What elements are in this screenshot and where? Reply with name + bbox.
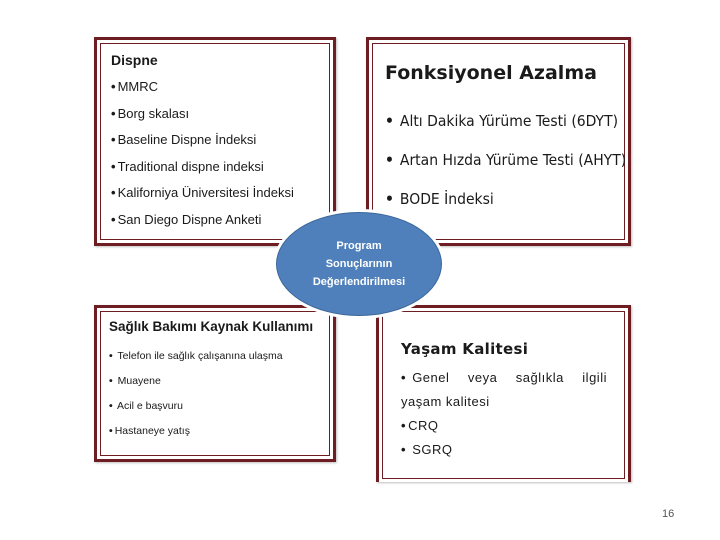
center-label-line: Program [336,240,382,252]
page-number: 16 [662,508,675,520]
yasam-list [401,366,616,462]
list-item: • BODE İndeksi [385,190,494,208]
list-item: • SGRQ [401,442,453,457]
dispne-title: Dispne [111,52,158,68]
yasam-title: Yaşam Kalitesi [401,340,529,358]
list-item: • Traditional dispne indeksi [111,158,264,174]
list-item: • Telefon ile sağlık çalışanına ulaşma [109,350,283,362]
list-item: • Altı Dakika Yürüme Testi (6DYT) [385,112,619,130]
list-item: • Baseline Dispne İndeksi [111,132,257,147]
list-item: • Muayene [109,375,161,387]
fonksiyonel-list [385,102,627,219]
list-item-continuation: yaşam kalitesi [401,394,490,409]
list-item: • San Diego Dispne Anketi [111,211,262,227]
list-item: • Genel veya sağlıkla ilgili [401,370,607,385]
program-outcomes-ellipse [276,212,442,316]
saglik-list [109,344,325,444]
fonksiyonel-title: Fonksiyonel Azalma [385,62,597,84]
list-item: • Acil e başvuru [109,400,183,412]
saglik-bakimi-box [94,305,336,462]
list-item: • CRQ [401,418,439,433]
list-item: • Artan Hızda Yürüme Testi (AHYT) [385,151,627,169]
dispne-box [94,37,336,246]
list-item: • Borg skalası [111,105,190,121]
list-item: • Kaliforniya Üniversitesi İndeksi [111,185,294,200]
center-label-line: Sonuçlarının [325,258,393,270]
yasam-kalitesi-box [376,305,631,482]
center-label-line: Değerlendirilmesi [312,276,406,288]
saglik-title: Sağlık Bakımı Kaynak Kullanımı [109,319,314,334]
fonksiyonel-azalma-box [366,37,631,246]
list-item: • Hastaneye yatış [109,425,190,437]
list-item: • MMRC [111,79,158,94]
dispne-list [111,74,323,233]
